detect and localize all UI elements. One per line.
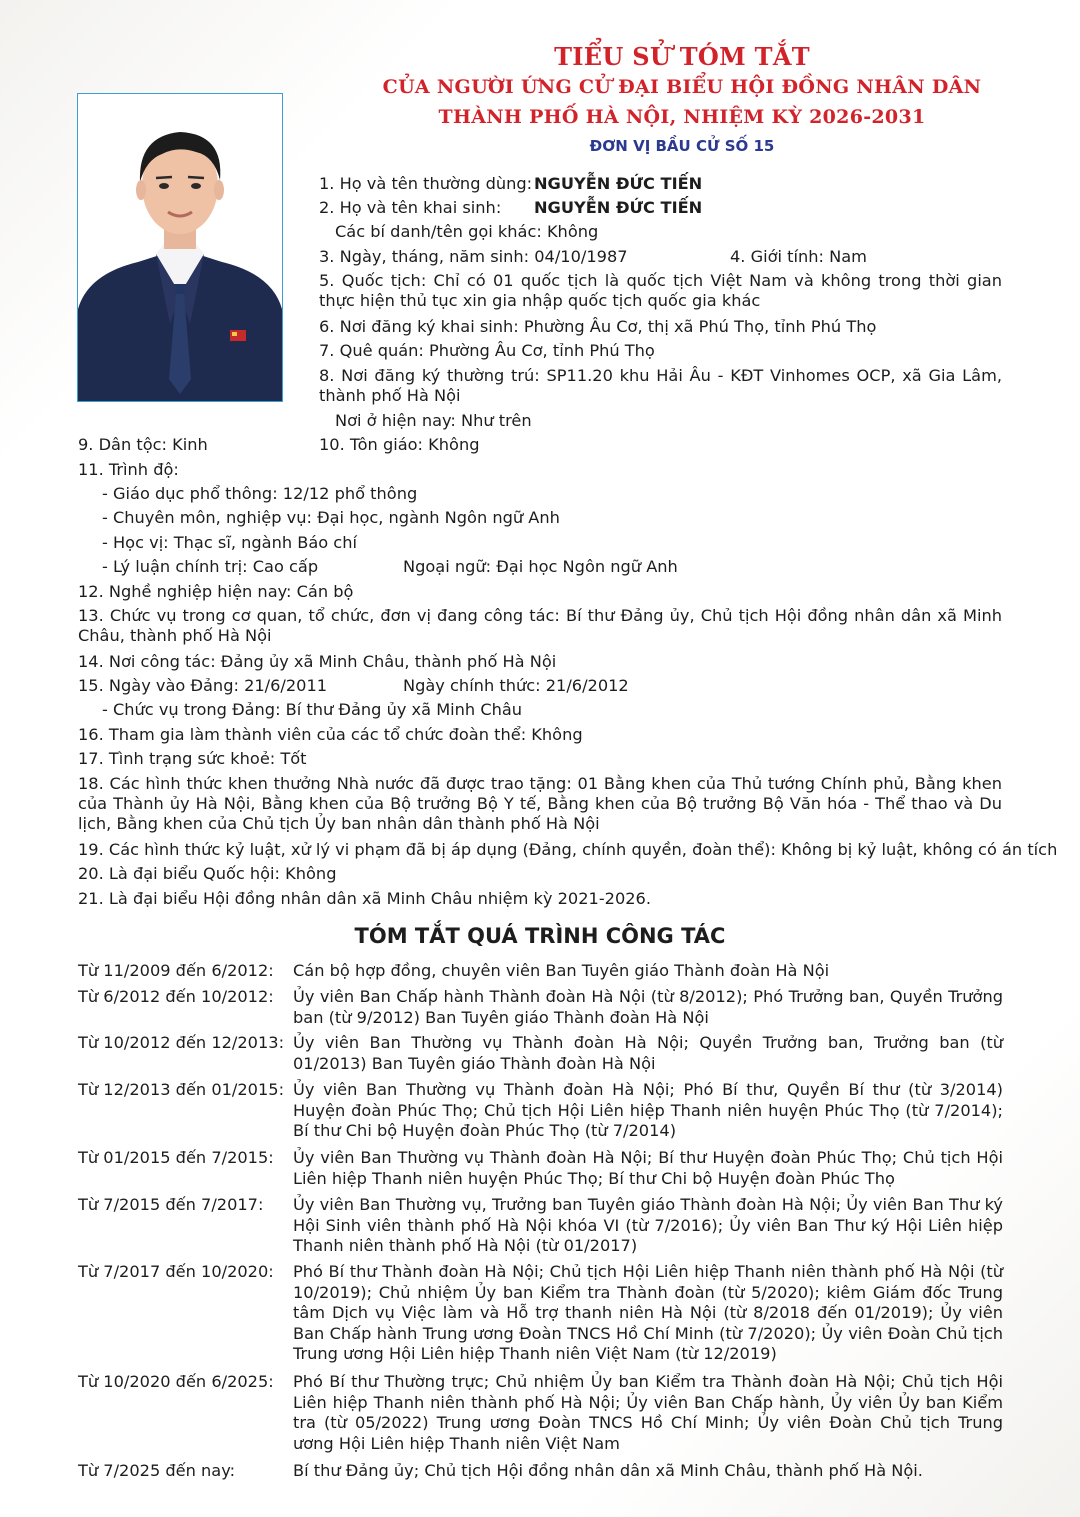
common-name-label: 1. Họ và tên thường dùng: [319,174,533,193]
work-period: Từ 11/2009 đến 6/2012: [78,961,274,980]
religion: 10. Tôn giáo: Không [319,435,480,454]
party-official-date: Ngày chính thức: 21/6/2012 [403,676,629,695]
current-position: 13. Chức vụ trong cơ quan, tổ chức, đơn vị đang công tác: Bí thư Đảng ủy, Chủ tịch Hội đồng nhân dân xã Minh Châu, thành phố Hà Nội [78,606,1002,645]
work-period: Từ 01/2015 đến 7/2015: [78,1148,274,1167]
work-period: Từ 7/2015 đến 7/2017: [78,1195,264,1214]
work-description: Ủy viên Ban Chấp hành Thành đoàn Hà Nội (từ 8/2012); Phó Trưởng ban, Quyền Trưởng ban (từ 9/2012) Ban Tuyên giáo Thành đoàn Hà Nội [293,987,1003,1027]
document-title: TIỂU SỬ TÓM TẮT [554,42,810,71]
work-period: Từ 7/2025 đến nay: [78,1461,236,1480]
education-professional: - Chuyên môn, nghiệp vụ: Đại học, ngành Ngôn ngữ Anh [102,508,560,527]
gender: 4. Giới tính: Nam [730,247,867,266]
hometown: 7. Quê quán: Phường Âu Cơ, tỉnh Phú Thọ [319,341,655,360]
education-general: - Giáo dục phổ thông: 12/12 phổ thông [102,484,418,503]
party-join-date: 15. Ngày vào Đảng: 21/6/2011 [78,676,328,695]
work-description: Ủy viên Ban Thường vụ, Trưởng ban Tuyên giáo Thành đoàn Hà Nội; Ủy viên Ban Thư ký Hội Sinh viên thành phố Hà Nội khóa VI (từ 7/2016); Ủy viên Ban Thư ký Hội Liên hiệp Thanh niên thành phố Hà Nội (từ 01/2017) [293,1195,1003,1255]
awards: 18. Các hình thức khen thưởng Nhà nước đã được trao tặng: 01 Bằng khen của Thủ tướng Chính phủ, Bằng khen của Thành ủy Hà Nội, Bằng khen của Bộ trưởng Bộ Y tế, Bằng khen của Bộ trưởng Bộ Văn hóa - Thể thao và Du lịch, Bằng khen của Chủ tịch Ủy ban nhân dân thành phố Hà Nội [78,774,1002,833]
council-membership: 21. Là đại biểu Hội đồng nhân dân xã Minh Châu nhiệm kỳ 2021-2026. [78,889,651,908]
candidate-portrait [77,93,283,402]
education-language: Ngoại ngữ: Đại học Ngôn ngữ Anh [403,557,678,576]
discipline: 19. Các hình thức kỷ luật, xử lý vi phạm đã bị áp dụng (Đảng, chính quyền, đoàn thể): Không bị kỷ luật, không có án tích [78,840,1058,859]
work-description: Cán bộ hợp đồng, chuyên viên Ban Tuyên giáo Thành đoàn Hà Nội [293,961,830,980]
education-header: 11. Trình độ: [78,460,179,479]
birth-registration: 6. Nơi đăng ký khai sinh: Phường Âu Cơ, thị xã Phú Thọ, tỉnh Phú Thọ [319,317,877,336]
electoral-unit: ĐƠN VỊ BẦU CỬ SỐ 15 [589,137,775,155]
document-subtitle-1: CỦA NGƯỜI ỨNG CỬ ĐẠI BIỂU HỘI ĐỒNG NHÂN DÂN [382,76,982,98]
permanent-residence: 8. Nơi đăng ký thường trú: SP11.20 khu Hải Âu - KĐT Vinhomes OCP, xã Gia Lâm, thành phố Hà Nội [319,366,1002,405]
work-description: Ủy viên Ban Thường vụ Thành đoàn Hà Nội; Bí thư Huyện đoàn Phúc Thọ; Chủ tịch Hội Liên hiệp Thanh niên huyện Phúc Thọ; Bí thư Chi bộ Huyện đoàn Phúc Thọ [293,1148,1003,1188]
national-assembly: 20. Là đại biểu Quốc hội: Không [78,864,337,883]
work-description: Phó Bí thư Thành đoàn Hà Nội; Chủ tịch Hội Liên hiệp Thanh niên thành phố Hà Nội (từ 10/2019); Chủ nhiệm Ủy ban Kiểm tra Thành đoàn (từ 5/2020); kiêm Giám đốc Trung tâm Dịch vụ Việc làm và Hỗ trợ thanh niên Hà Nội (từ 8/2018 đến 01/2019); Ủy viên Ban Chấp hành Trung ương Đoàn TNCS Hồ Chí Minh (từ 7/2020); Ủy viên Đoàn Chủ tịch Trung ương Hội Liên hiệp Thanh niên Việt Nam (từ 12/2019) [293,1262,1003,1363]
nationality: 5. Quốc tịch: Chỉ có 01 quốc tịch là quốc tịch Việt Nam và không trong thời gian thực hiện thủ tục xin gia nhập quốc tịch quốc gia khác [319,271,1002,310]
education-politics: - Lý luận chính trị: Cao cấp [102,557,319,576]
aliases: Các bí danh/tên gọi khác: Không [335,222,599,241]
work-history-title: TÓM TẮT QUÁ TRÌNH CÔNG TÁC [354,924,726,948]
document-header [282,42,1080,158]
common-name-value: NGUYỄN ĐỨC TIẾN [534,174,703,193]
work-description: Phó Bí thư Thường trực; Chủ nhiệm Ủy ban Kiểm tra Thành đoàn Hà Nội; Chủ tịch Hội Liên hiệp Thanh niên thành phố Hà Nội; Ủy viên Ban Chấp hành, Ủy viên Ủy ban Kiểm tra (từ 05/2022) Trung ương Đoàn TNCS Hồ Chí Minh; Ủy viên Đoàn Chủ tịch Trung ương Hội Liên hiệp Thanh niên Việt Nam [293,1372,1003,1453]
portrait-illustration [78,94,282,401]
organizations: 16. Tham gia làm thành viên của các tổ chức đoàn thể: Không [78,725,583,744]
document-subtitle-2: THÀNH PHỐ HÀ NỘI, NHIỆM KỲ 2026-2031 [438,106,926,128]
work-period: Từ 10/2012 đến 12/2013: [78,1033,285,1052]
work-description: Ủy viên Ban Thường vụ Thành đoàn Hà Nội; Quyền Trưởng ban, Trưởng ban (từ 01/2013) Ban Tuyên giáo Thành đoàn Hà Nội [293,1033,1003,1073]
health: 17. Tình trạng sức khoẻ: Tốt [78,749,307,768]
work-period: Từ 12/2013 đến 01/2015: [78,1080,285,1099]
birth-name-value: NGUYỄN ĐỨC TIẾN [534,198,703,217]
work-period: Từ 6/2012 đến 10/2012: [78,987,274,1006]
work-period: Từ 10/2020 đến 6/2025: [78,1372,274,1391]
party-position: - Chức vụ trong Đảng: Bí thư Đảng ủy xã Minh Châu [102,700,523,719]
work-description: Ủy viên Ban Thường vụ Thành đoàn Hà Nội; Phó Bí thư, Quyền Bí thư (từ 3/2014) Huyện đoàn Phúc Thọ; Chủ tịch Hội Liên hiệp Thanh niên huyện Phúc Thọ (từ 7/2014); Bí thư Chi bộ Huyện đoàn Phúc Thọ (từ 7/2014) [293,1080,1003,1140]
birth-name-label: 2. Họ và tên khai sinh: [319,198,502,217]
work-description: Bí thư Đảng ủy; Chủ tịch Hội đồng nhân dân xã Minh Châu, thành phố Hà Nội. [293,1461,923,1480]
education-degree: - Học vị: Thạc sĩ, ngành Báo chí [102,533,357,552]
workplace: 14. Nơi công tác: Đảng ủy xã Minh Châu, thành phố Hà Nội [78,652,557,671]
ethnicity: 9. Dân tộc: Kinh [78,435,208,454]
work-period: Từ 7/2017 đến 10/2020: [78,1262,274,1281]
date-of-birth: 3. Ngày, tháng, năm sinh: 04/10/1987 [319,247,628,266]
occupation: 12. Nghề nghiệp hiện nay: Cán bộ [78,582,354,601]
current-residence: Nơi ở hiện nay: Như trên [335,411,532,430]
